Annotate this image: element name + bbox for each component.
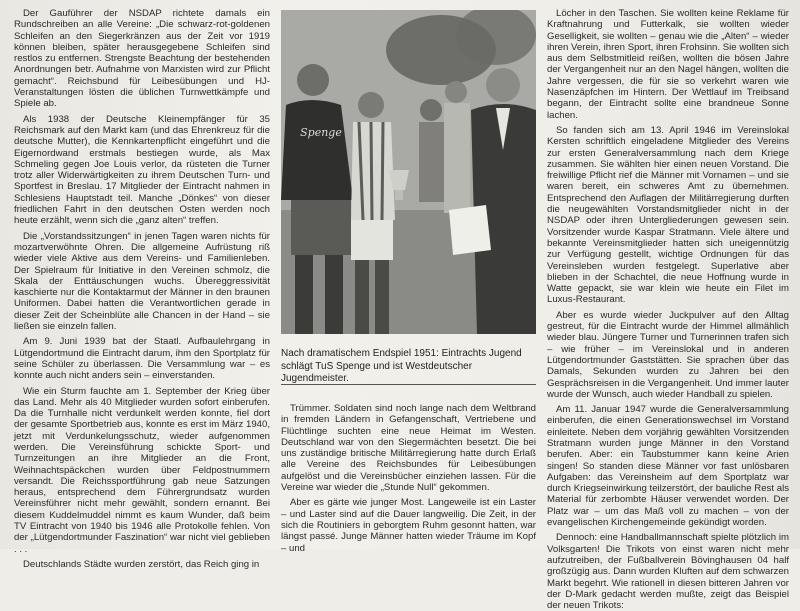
paragraph: Wie ein Sturm fauchte am 1. September der Krieg über das Land. Mehr als 40 Mitglieder wurden sofort einberufen. Da die Turnhalle nicht verdunkelt werden konnte, fiel dort der gesamte Sportbetrieb aus, konnte es erst im März 1940, jetzt mit Verdunkelungsschutz, wieder aufgenommen werden. Die Vereinsführung schickte Sport- und Turnzeitungen an ihre Mitglieder an die Front, Weihnachtspäckchen wurden über Feldpostnummern versandt. Die Reichssportführung gab neue Satzungen heraus, entsprechend dem Führergrundsatz wurden Vereinsführer nicht mehr gewählt, sondern ernannt. Bei diesem Kuddelmuddel nimmt es kaum Wunder, daß beim TV Eintracht von 1940 bis 1946 alle Protokolle fehlen. Von der „Lütgendortmunder Faszination“ war nicht viel geblieben . . . [14, 385, 270, 555]
paragraph: Trümmer. Soldaten sind noch lange nach dem Weltbrand in fremden Ländern in Gefangenschaft, Vertriebene und Flüchtlinge suchten eine neue Heimat im Westen. Deutschland war von den Siegermächten besetzt. Die bei uns zuständige britische Militärregierung hatte durch Erlaß alle Vereine des Reichsbundes für Leibesübungen aufgelöst und die Vereinsbücher einziehen lassen. Für die Vereine war wieder die „Stunde Null“ gekommen. [281, 403, 536, 494]
paragraph: Am 11. Januar 1947 wurde die Generalversammlung einberufen, die einen Generationswechsel im Vorstand einleitete. Neben dem vorjährig gewählten Vorsitzenden Stratmann wurden junge Männer in den Vorstand berufen. Aber: ein Taubstummer kann keine Arien singen! So standen diese Männer vor fast unlösbaren Aufgaben: das Vereinsheim auf dem Sportplatz war durch Kriegseinwirkung teilzerstört, der bauliche Rest als Material für zerbombte Häuser verwendet worden. Der Platz war – um das Maß voll zu machen – von der evangelischen Kirchengemeinde gekündigt worden. [547, 404, 789, 529]
paragraph: Als 1938 der Deutsche Kleinempfänger für 35 Reichsmark auf den Markt kam (und das Ehrenkreuz für die deutsche Mutter), die Kennkartenpflicht eingeführt und die Eigernordwand erstmals bestiegen wurde, als Max Schmeling gegen Joe Louis verlor, da rüsteten die Turner trotz aller Widerwärtigkeiten zu ihrem Deutschen Turn- und Sportfest in Breslau. 17 Mitglieder der Eintracht nahmen in Schlesiens Hauptstadt teil. Manche „Dönkes“ von dieser friedlichen Fahrt in den deutschen Osten werden noch heute erzählt, wenn sich die „ganz alten“ treffen. [14, 113, 270, 227]
paragraph: Aber es wurde wieder Juckpulver auf den Alltag gestreut, für die Eintracht wurde der Himmel allmählich wieder blau. Jüngere Turner und Turnerinnen trafen sich – wie früher – im Vereinslokal und in anderen Lütgendortmunder Gaststätten. Sie sprachen über das Damals, Sekunden wurden zu Jahren bei den Gesprächsreisen in die Vergangenheit. Und immer lauter wurde der Wunsch, auch wieder Handball zu spielen. [547, 309, 789, 400]
paragraph: So fanden sich am 13. April 1946 im Vereinslokal Kersten schriftlich eingeladene Mitglieder des Vereins zur ersten Generalversammlung nach dem Kriege zusammen. Sie wählten hier einen neuen Vorstand. Die freiwillige Pflicht rief die Männer mit Vornamen – und sie waren bereit, ein schweres Amt zu übernehmen. Entsprechend den Auflagen der Militärregierung durften die neugewählten Vorstandsmitglieder nicht in der NSDAP oder ihren Untergliederungen gewesen sein. Vorsitzender wurde Kaspar Stratmann. Viele ältere und bekannte Vereinsmitglieder hatten sich uneigennützig zur Verfügung gestellt, wichtige Ordnungen für das Vereinsleben wurden festgelegt. Superlative aber blieben in der Schachtel, die neue Hoffnung wurde in Watte gepackt, sie war klein wie heute ein Filet im Luxus-Restaurant. [547, 124, 789, 306]
paragraph: Die „Vorstandssitzungen“ in jenen Tagen waren nichts für mozartverwöhnte Ohren. Die allgemeine Aufrüstung riß wieder viele Aktive aus dem Vereins- und Familienleben. Der Spielraum für Initiative in den Vereinen schmolz, die Skala der Enttäuschungen wuchs. Übereggressivität kaschierte nur die Kontaktarmut der Männer in den braunen Uniformen. Dabei hatten die Verantwortlichen gerade in dieser Zeit der Scheinblüte alle Chancen in der Hand – sie ließen sie einzeln fallen. [14, 230, 270, 333]
photo-caption: Nach dramatischem Endspiel 1951: Eintrachts Jugend schlägt TuS Spenge und ist Westdeutscher Jugendmeister. [281, 348, 522, 384]
paragraph: Löcher in den Taschen. Sie wollten keine Reklame für Kraftnahrung und Futterkalk, sie wollten wieder Geselligkeit, sie wollten – genau wie die „Alten“ – wieder ihren Verein, ihren Sport, ihren Frohsinn. Sie wollten sich aus dem Selbstmitleid reißen, wollten die bösen Jahre der Vergangenheit nur an den Nagel hängen, wollten die Jahre vergessen, die für sie so verkehrt waren wie Nasenzäpfchen im Hintern. Der Wettlauf im Treibsand begann, der Eintracht sollte eine brandneue Sonne lachen. [547, 8, 789, 121]
right-text-column [547, 8, 789, 611]
jersey-lettering: Spenge [300, 126, 342, 139]
paragraph: Am 9. Juni 1939 bat der Staatl. Aufbaulehrgang in Lütgendortmund die Eintracht darum, ihm den Sportplatz für seine Schüler zu überlassen. Die Versammlung war – es konnte auch nicht anders sein – einverstanden. [14, 336, 270, 382]
paragraph: Aber es gärte wie junger Most. Langeweile ist ein Laster – und Laster sind auf die Dauer langweilig. Die Zeit, in der sich die Routiniers in geborgtem Ruhm gesonnt hatten, war längst passé. Junge Männer hatten wieder Träume im Kopf – und [281, 497, 536, 554]
middle-text-column [281, 403, 536, 554]
left-text-column [14, 8, 270, 570]
divider [281, 384, 536, 385]
photo-illustration [281, 10, 536, 334]
paragraph: Dennoch: eine Handballmannschaft spielte plötzlich im Volksgarten! Die Trikots von einst waren nicht mehr aufzutreiben, der Fußballverein Bövinghausen 04 half großzügig aus. Dann wurden Kluften auf dem schwarzen Markt begehrt. Wie rationell in diesen bitteren Jahren vor der D-Mark gedacht werden mußte, zeigt das Beispiel der neuen Trikots: [547, 532, 789, 611]
paragraph: Der Gauführer der NSDAP richtete damals ein Rundschreiben an alle Vereine: „Die schwarz-rot-goldenen Schleifen an den Siegerkränzen aus der Zeit vor 1919 können bleiben, später herausgegebene Schleifen sind restlos zu entfernen. Strengste Beachtung der bestehenden Anordnungen betr. Aufnahme von Marxisten wird zur Pflicht gemacht“. Reichsbund für Leibesübungen und HJ-Veranstaltungen lösten die üblichen Turnwettkämpfe und Spiele ab. [14, 8, 270, 110]
team-photo [281, 10, 536, 334]
paragraph: Deutschlands Städte wurden zerstört, das Reich ging in [23, 558, 260, 570]
